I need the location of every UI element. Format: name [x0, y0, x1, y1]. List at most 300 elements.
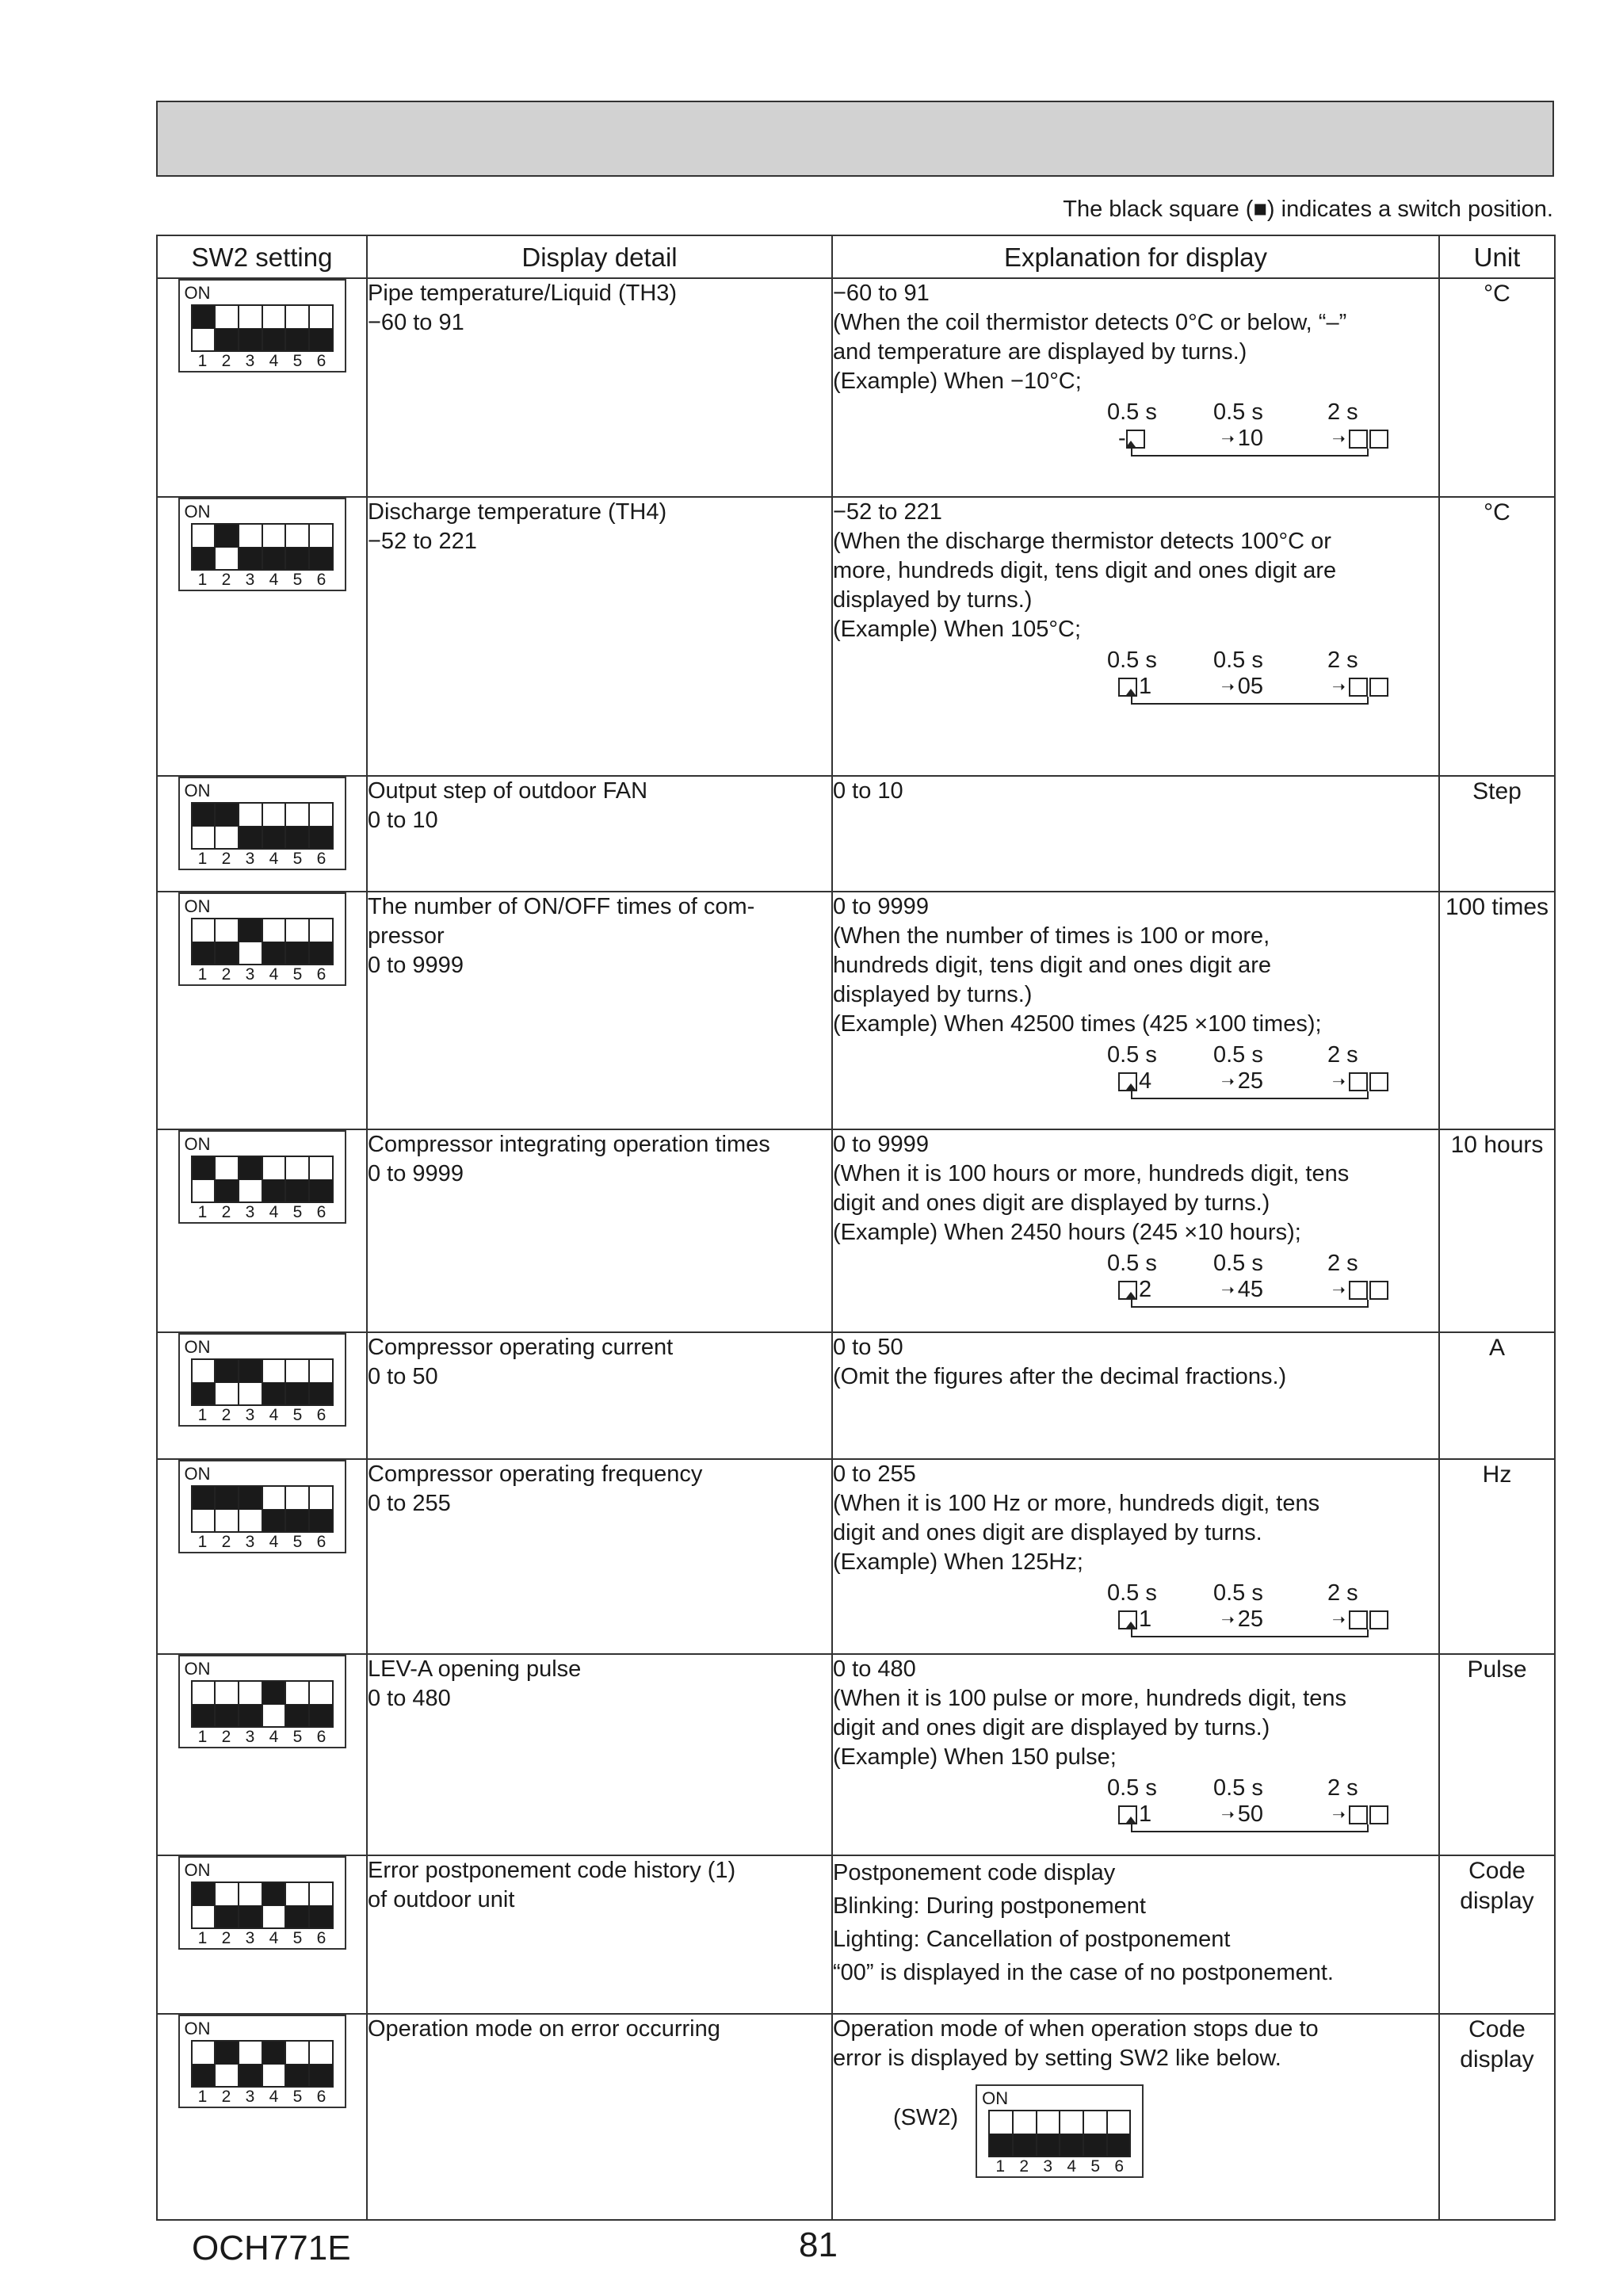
dip-on-label: ON — [184, 2019, 211, 2038]
dip-lever-top — [286, 1157, 308, 1180]
digit-value: 4 — [1139, 1068, 1152, 1094]
unit-cell: °C — [1439, 497, 1555, 776]
dip-switch-cells — [191, 1680, 334, 1728]
dip-lever-bottom — [286, 1180, 308, 1202]
dip-number: 4 — [269, 1929, 279, 1947]
dip-lever-top — [216, 1157, 238, 1180]
dip-number: 3 — [245, 1929, 255, 1947]
display-detail-cell — [367, 497, 832, 776]
dip-switch — [178, 892, 346, 986]
sw2-setting-cell — [157, 278, 367, 497]
explanation-line: (Example) When 125Hz; — [833, 1549, 1083, 1575]
dip-switch — [178, 1130, 346, 1224]
unit-cell: 10 hours — [1439, 1129, 1555, 1332]
dip-lever-bottom — [310, 1705, 332, 1727]
header-explanation: Explanation for display — [832, 235, 1439, 278]
dip-switch-lever — [263, 1360, 287, 1404]
explanation-line: more, hundreds digit, tens digit and ones digit are — [833, 558, 1337, 583]
dip-number: 1 — [197, 352, 208, 370]
dip-number: 1 — [197, 1406, 208, 1424]
dip-switch-lever — [193, 306, 216, 350]
unit-cell: Code display — [1439, 2014, 1555, 2220]
timing-label: 0.5 s — [1213, 399, 1263, 425]
dip-lever-top — [1108, 2111, 1130, 2134]
display-step-3 — [1332, 674, 1390, 699]
page-number: 81 — [799, 2225, 838, 2264]
dip-switch-lever — [239, 1360, 263, 1404]
dip-number: 2 — [221, 1929, 231, 1947]
dip-number: 4 — [269, 352, 279, 370]
digit-value: 1 — [1139, 674, 1152, 699]
dip-switch-lever — [286, 1487, 310, 1531]
dip-lever-top — [239, 1487, 262, 1510]
dip-lever-bottom — [193, 548, 215, 570]
dip-lever-top — [263, 1682, 285, 1705]
dip-switch-numbers — [191, 1203, 334, 1222]
timing-label: 0.5 s — [1107, 1775, 1157, 1801]
sw2-setting-cell — [157, 2014, 367, 2220]
timing-label: 0.5 s — [1107, 399, 1157, 425]
dip-on-label: ON — [184, 781, 211, 800]
dip-number: 6 — [316, 1533, 327, 1551]
dip-lever-top — [1060, 2111, 1083, 2134]
dip-switch-numbers — [191, 1406, 334, 1425]
dip-lever-top — [310, 1360, 332, 1383]
dip-lever-top — [1037, 2111, 1060, 2134]
arrow-icon: ➝ — [1221, 1073, 1235, 1091]
display-detail-cell — [367, 776, 832, 892]
dip-lever-top — [216, 919, 238, 942]
dip-lever-top — [193, 919, 215, 942]
detail-line: Compressor operating current — [368, 1335, 674, 1360]
dip-switch-cells — [988, 2110, 1131, 2157]
dip-lever-top — [286, 1487, 308, 1510]
dip-switch-lever — [263, 306, 287, 350]
dip-lever-top — [239, 919, 262, 942]
dip-number: 2 — [221, 965, 231, 984]
dip-lever-top — [239, 1157, 262, 1180]
dip-lever-top — [1014, 2111, 1036, 2134]
dip-lever-bottom — [239, 548, 262, 570]
explanation-line: (Example) When 105°C; — [833, 617, 1081, 642]
dip-number: 6 — [316, 1203, 327, 1221]
dip-switch-cells — [191, 1881, 334, 1929]
explanation-line: 0 to 9999 — [833, 894, 929, 919]
dip-number: 6 — [316, 850, 327, 868]
dip-switch-lever — [239, 306, 263, 350]
dip-lever-top — [193, 1487, 215, 1510]
dip-number: 4 — [269, 850, 279, 868]
dip-switch-cells — [191, 523, 334, 571]
display-step-2 — [1221, 1607, 1263, 1632]
dip-switch-lever — [216, 1487, 239, 1531]
dip-lever-bottom — [193, 1180, 215, 1202]
dip-lever-bottom — [286, 329, 308, 351]
detail-line: −52 to 221 — [368, 529, 477, 554]
detail-line: 0 to 50 — [368, 1364, 438, 1389]
dip-number: 3 — [245, 2088, 255, 2106]
dip-lever-bottom — [193, 827, 215, 849]
dip-number: 4 — [269, 1203, 279, 1221]
explanation-line: digit and ones digit are displayed by turns.) — [833, 1190, 1270, 1216]
dip-switch-lever — [310, 1883, 332, 1927]
dip-number: 6 — [316, 965, 327, 984]
arrow-icon: ➝ — [1221, 430, 1235, 449]
dip-switch-cells — [191, 2040, 334, 2088]
explanation-line: error is displayed by setting SW2 like below. — [833, 2046, 1281, 2071]
repeat-bracket — [1131, 1629, 1369, 1637]
dip-lever-top — [193, 1883, 215, 1906]
dip-switch-numbers — [191, 571, 334, 590]
timing-sequence — [833, 1774, 1438, 1829]
dip-number: 5 — [292, 571, 303, 589]
dip-lever-top — [310, 1487, 332, 1510]
timing-label: 0.5 s — [1213, 1775, 1263, 1801]
arrow-icon: ➝ — [1332, 1611, 1346, 1629]
table-row — [157, 1459, 1555, 1654]
dip-on-label: ON — [184, 896, 211, 916]
dip-switch-lever — [239, 525, 263, 569]
dip-lever-bottom — [216, 827, 238, 849]
dip-lever-top — [239, 1682, 262, 1705]
display-detail-cell — [367, 1332, 832, 1459]
explanation-line: (Example) When 42500 times (425 ×100 times); — [833, 1011, 1322, 1037]
display-step-3 — [1332, 1069, 1390, 1094]
dip-switch-lever — [263, 1487, 287, 1531]
dip-switch-cells — [191, 1156, 334, 1203]
explanation-line: digit and ones digit are displayed by turns. — [833, 1520, 1262, 1545]
digit-value: 05 — [1237, 674, 1264, 699]
dip-switch-lever — [1060, 2111, 1084, 2156]
table-row — [157, 892, 1555, 1129]
explanation-line: and temperature are displayed by turns.) — [833, 339, 1247, 365]
dip-lever-bottom — [286, 942, 308, 965]
display-detail-cell — [367, 1855, 832, 2014]
dip-number: 2 — [1019, 2157, 1029, 2176]
sw2-setting-cell — [157, 892, 367, 1129]
dip-number: 1 — [197, 850, 208, 868]
dip-switch-lever — [193, 2042, 216, 2086]
dip-switch-cells — [191, 1485, 334, 1533]
dip-lever-top — [310, 1157, 332, 1180]
dip-lever-top — [239, 1883, 262, 1906]
dip-switch-lever — [1108, 2111, 1130, 2156]
dip-switch — [178, 279, 346, 372]
header-unit: Unit — [1439, 235, 1555, 278]
dip-lever-top — [193, 306, 215, 329]
dip-switch-numbers — [191, 965, 334, 984]
dip-lever-bottom — [216, 329, 238, 351]
dip-lever-top — [193, 1157, 215, 1180]
dip-switch-lever — [263, 1682, 287, 1726]
dip-lever-top — [310, 919, 332, 942]
detail-line: The number of ON/OFF times of com- — [368, 894, 755, 919]
dip-number: 3 — [245, 571, 255, 589]
dip-lever-bottom — [310, 1510, 332, 1532]
dip-lever-bottom — [286, 1705, 308, 1727]
dip-number: 5 — [292, 352, 303, 370]
dip-lever-top — [239, 525, 262, 548]
dip-lever-bottom — [1060, 2134, 1083, 2157]
dip-number: 1 — [197, 1728, 208, 1746]
dip-switch-lever — [310, 2042, 332, 2086]
dip-switch-lever — [286, 804, 310, 848]
dip-lever-top — [263, 804, 285, 827]
dip-number: 3 — [245, 1406, 255, 1424]
display-detail-cell — [367, 892, 832, 1129]
dip-switch-cells — [191, 304, 334, 352]
dip-switch-lever — [263, 1883, 287, 1927]
display-step-2 — [1221, 674, 1263, 699]
dip-lever-bottom — [216, 1906, 238, 1928]
dip-lever-bottom — [239, 1906, 262, 1928]
dip-switch-lever — [310, 306, 332, 350]
digit-value: 45 — [1237, 1277, 1264, 1302]
dip-lever-top — [1084, 2111, 1106, 2134]
digit-value: 1 — [1139, 1801, 1152, 1827]
dip-switch-lever — [263, 804, 287, 848]
segment-box — [1369, 678, 1388, 697]
dip-lever-top — [263, 1487, 285, 1510]
dip-on-label: ON — [184, 1860, 211, 1880]
dip-switch-lever — [193, 1883, 216, 1927]
dip-lever-bottom — [216, 2065, 238, 2087]
dip-lever-top — [286, 919, 308, 942]
dip-lever-bottom — [239, 1383, 262, 1405]
dip-number: 6 — [316, 1728, 327, 1746]
dip-number: 3 — [245, 1203, 255, 1221]
unit-cell: Step — [1439, 776, 1555, 892]
dip-number: 6 — [316, 1406, 327, 1424]
repeat-bracket — [1131, 449, 1369, 457]
detail-line: 0 to 480 — [368, 1686, 451, 1711]
timing-label: 0.5 s — [1107, 1042, 1157, 1068]
detail-line: Operation mode on error occurring — [368, 2016, 720, 2042]
dip-lever-bottom — [310, 329, 332, 351]
dip-lever-top — [193, 525, 215, 548]
dip-lever-bottom — [286, 827, 308, 849]
timing-label: 2 s — [1327, 1251, 1358, 1276]
dip-switch-lever — [310, 1360, 332, 1404]
dip-switch — [178, 777, 346, 870]
explanation-line: “00” is displayed in the case of no postponement. — [833, 1960, 1334, 1985]
explanation-cell — [832, 776, 1439, 892]
dip-on-label: ON — [184, 283, 211, 303]
explanation-line: (When the number of times is 100 or more, — [833, 923, 1270, 949]
arrow-icon: ➝ — [1221, 1282, 1235, 1300]
dip-number: 1 — [197, 1929, 208, 1947]
display-detail-cell — [367, 1654, 832, 1855]
dip-switch-lever — [216, 525, 239, 569]
dip-lever-top — [310, 804, 332, 827]
dip-lever-bottom — [216, 1180, 238, 1202]
dip-number: 1 — [197, 1533, 208, 1551]
dip-switch — [178, 2015, 346, 2108]
dip-number: 5 — [292, 1929, 303, 1947]
table-header-row — [157, 235, 1555, 278]
dip-switch-lever — [239, 2042, 263, 2086]
digit-value: - — [1118, 426, 1126, 451]
dip-lever-bottom — [263, 1705, 285, 1727]
segment-box — [1349, 1281, 1368, 1300]
timing-label: 0.5 s — [1213, 648, 1263, 673]
repeat-bracket — [1131, 1091, 1369, 1099]
dip-lever-bottom — [216, 1705, 238, 1727]
legend-note: The black square (■) indicates a switch position. — [1063, 197, 1553, 222]
dip-switch-cells — [191, 802, 334, 850]
dip-lever-bottom — [263, 1906, 285, 1928]
detail-line: Discharge temperature (TH4) — [368, 499, 667, 525]
table-row — [157, 1332, 1555, 1459]
dip-lever-bottom — [193, 329, 215, 351]
explanation-line: (When the discharge thermistor detects 100°C or — [833, 529, 1331, 554]
dip-lever-bottom — [193, 1510, 215, 1532]
timing-label: 0.5 s — [1213, 1042, 1263, 1068]
dip-number: 6 — [316, 571, 327, 589]
dip-lever-bottom — [310, 1383, 332, 1405]
dip-switch-lever — [263, 1157, 287, 1201]
dip-switch-numbers — [191, 850, 334, 869]
dip-number: 5 — [292, 1533, 303, 1551]
explanation-line: (When it is 100 Hz or more, hundreds digit, tens — [833, 1491, 1320, 1516]
dip-switch-numbers — [191, 2088, 334, 2107]
dip-lever-bottom — [216, 1510, 238, 1532]
dip-lever-bottom — [239, 2065, 262, 2087]
dip-lever-bottom — [310, 1906, 332, 1928]
sw2-settings-table — [156, 235, 1556, 2221]
display-step-3 — [1332, 1802, 1390, 1827]
sw2-example — [833, 2084, 1438, 2178]
dip-lever-bottom — [310, 2065, 332, 2087]
dip-on-label: ON — [184, 502, 211, 521]
dip-number: 3 — [245, 352, 255, 370]
dip-number: 3 — [1043, 2157, 1053, 2176]
dip-number: 2 — [221, 1406, 231, 1424]
arrow-icon: ➝ — [1221, 1611, 1235, 1629]
dip-number: 2 — [221, 571, 231, 589]
dip-lever-bottom — [263, 827, 285, 849]
dip-number: 2 — [221, 1203, 231, 1221]
dip-number: 2 — [221, 1728, 231, 1746]
sw2-example-label: (SW2) — [893, 2105, 959, 2130]
dip-switch-lever — [239, 1157, 263, 1201]
dip-switch-lever — [193, 1487, 216, 1531]
explanation-cell — [832, 1129, 1439, 1332]
segment-box — [1369, 1281, 1388, 1300]
explanation-line: (Example) When −10°C; — [833, 369, 1082, 394]
dip-lever-top — [263, 2042, 285, 2065]
dip-number: 1 — [197, 1203, 208, 1221]
display-detail-cell — [367, 278, 832, 497]
dip-lever-bottom — [990, 2134, 1012, 2157]
arrow-icon: ➝ — [1332, 1073, 1346, 1091]
detail-line: LEV-A opening pulse — [368, 1656, 582, 1682]
dip-number: 1 — [995, 2157, 1006, 2176]
dip-lever-top — [239, 2042, 262, 2065]
dip-switch-lever — [263, 525, 287, 569]
dip-number: 4 — [269, 2088, 279, 2106]
dip-switch — [178, 1655, 346, 1748]
dip-switch-lever — [263, 919, 287, 964]
dip-switch — [178, 1333, 346, 1427]
dip-lever-top — [216, 1487, 238, 1510]
explanation-cell — [832, 1654, 1439, 1855]
dip-lever-bottom — [263, 1510, 285, 1532]
table-row — [157, 1855, 1555, 2014]
dip-switch-numbers — [988, 2157, 1131, 2176]
dip-lever-bottom — [263, 548, 285, 570]
digit-value: 2 — [1139, 1277, 1152, 1302]
dip-lever-bottom — [193, 2065, 215, 2087]
dip-switch — [178, 1460, 346, 1553]
dip-lever-bottom — [286, 1510, 308, 1532]
timing-label: 2 s — [1327, 648, 1358, 673]
explanation-line: (When the coil thermistor detects 0°C or below, “–” — [833, 310, 1347, 335]
dip-lever-bottom — [239, 329, 262, 351]
dip-switch-lever — [193, 1682, 216, 1726]
table-row — [157, 2014, 1555, 2220]
dip-lever-bottom — [239, 1180, 262, 1202]
header-sw2-setting: SW2 setting — [157, 235, 367, 278]
segment-box — [1369, 430, 1388, 449]
display-step-2 — [1221, 1802, 1263, 1827]
explanation-line: 0 to 255 — [833, 1461, 916, 1487]
dip-lever-top — [193, 804, 215, 827]
timing-sequence — [833, 1579, 1438, 1634]
dip-number: 2 — [221, 352, 231, 370]
dip-lever-top — [310, 1682, 332, 1705]
dip-lever-top — [216, 1883, 238, 1906]
explanation-line: (Example) When 150 pulse; — [833, 1744, 1117, 1770]
arrow-icon: ➝ — [1221, 678, 1235, 697]
dip-switch-lever — [216, 2042, 239, 2086]
dip-switch-lever — [193, 919, 216, 964]
arrow-icon: ➝ — [1332, 1282, 1346, 1300]
unit-cell: Hz — [1439, 1459, 1555, 1654]
table-row — [157, 776, 1555, 892]
explanation-line: −52 to 221 — [833, 499, 942, 525]
digit-value: 10 — [1237, 426, 1264, 451]
dip-lever-bottom — [1108, 2134, 1130, 2157]
dip-number: 3 — [245, 850, 255, 868]
dip-number: 4 — [269, 1533, 279, 1551]
dip-switch-lever — [216, 1157, 239, 1201]
explanation-line: (Example) When 2450 hours (245 ×10 hours); — [833, 1220, 1301, 1245]
dip-number: 1 — [197, 571, 208, 589]
sw2-setting-cell — [157, 1332, 367, 1459]
explanation-cell — [832, 1332, 1439, 1459]
segment-box — [1349, 430, 1368, 449]
dip-switch-lever — [310, 1157, 332, 1201]
dip-switch-lever — [216, 1360, 239, 1404]
dip-switch-lever — [286, 1157, 310, 1201]
segment-box — [1369, 1610, 1388, 1629]
dip-on-label: ON — [184, 1659, 211, 1679]
dip-number: 4 — [269, 965, 279, 984]
dip-lever-top — [193, 2042, 215, 2065]
timing-label: 2 s — [1327, 1775, 1358, 1801]
dip-lever-top — [216, 525, 238, 548]
arrow-icon: ➝ — [1332, 1806, 1346, 1824]
explanation-line: −60 to 91 — [833, 281, 930, 306]
dip-lever-top — [310, 1883, 332, 1906]
unit-cell: Code display — [1439, 1855, 1555, 2014]
dip-number: 5 — [292, 1203, 303, 1221]
dip-number: 3 — [245, 1728, 255, 1746]
dip-lever-bottom — [286, 2065, 308, 2087]
timing-label: 0.5 s — [1107, 1251, 1157, 1276]
dip-lever-top — [239, 306, 262, 329]
